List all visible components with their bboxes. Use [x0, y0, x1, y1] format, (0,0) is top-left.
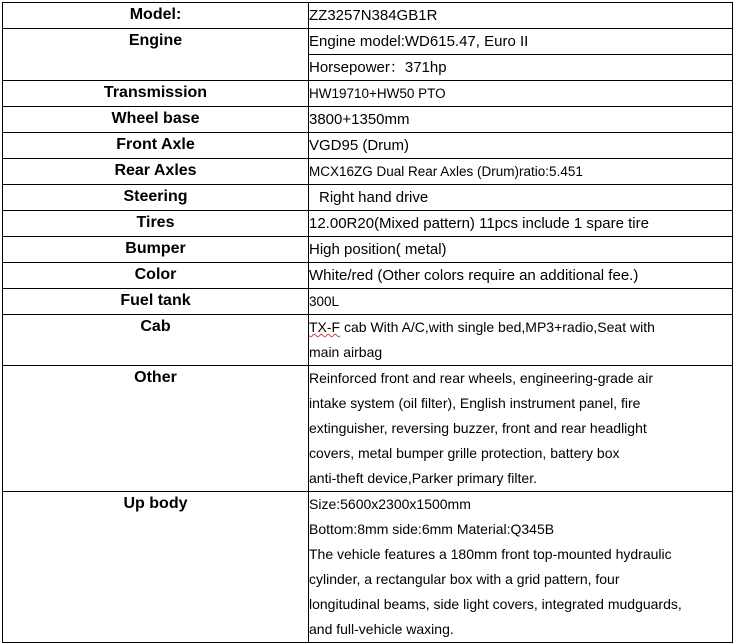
- value-color: White/red (Other colors require an additional fee.): [309, 267, 639, 284]
- value-transmission: HW19710+HW50 PTO: [309, 86, 446, 101]
- row-wheel-base: [3, 107, 733, 133]
- label-color: Color: [3, 263, 309, 289]
- row-rear-axles: [3, 159, 733, 185]
- label-other: Other: [3, 366, 309, 492]
- label-model: Model:: [3, 3, 309, 29]
- value-other-line: anti-theft device,Parker primary filter.: [309, 470, 537, 486]
- row-transmission: [3, 81, 733, 107]
- label-transmission: Transmission: [3, 81, 309, 107]
- row-engine: [3, 29, 733, 55]
- value-engine-model: Engine model:WD615.47, Euro II: [309, 33, 529, 50]
- value-other-line: Reinforced front and rear wheels, engineering-grade air: [309, 370, 653, 386]
- value-steering: Right hand drive: [319, 189, 429, 206]
- label-tires: Tires: [3, 211, 309, 237]
- value-up-body-line: longitudinal beams, side light covers, integrated mudguards,: [309, 596, 682, 612]
- value-other-line: intake system (oil filter), English instrument panel, fire: [309, 395, 641, 411]
- value-cab-line2: main airbag: [309, 344, 383, 360]
- value-up-body-line: The vehicle features a 180mm front top-mounted hydraulic: [309, 546, 672, 562]
- value-bumper: High position( metal): [309, 241, 447, 258]
- value-up-body-line: cylinder, a rectangular box with a grid pattern, four: [309, 571, 620, 587]
- label-up-body: Up body: [3, 492, 309, 643]
- row-fuel-tank: [3, 289, 733, 315]
- label-cab: Cab: [3, 315, 309, 366]
- cab-line1-rest: cab With A/C,with single bed,MP3+radio,Seat with: [340, 319, 655, 335]
- spec-table: [2, 2, 733, 643]
- value-other-line: extinguisher, reversing buzzer, front and rear headlight: [309, 420, 647, 436]
- row-steering: [3, 185, 733, 211]
- label-fuel-tank: Fuel tank: [3, 289, 309, 315]
- label-steering: Steering: [3, 185, 309, 211]
- value-up-body-line: Bottom:8mm side:6mm Material:Q345B: [309, 521, 555, 537]
- label-rear-axles: Rear Axles: [3, 159, 309, 185]
- row-other: [3, 366, 733, 492]
- value-horsepower: Horsepower：371hp: [309, 59, 447, 76]
- value-cab-line1: [309, 315, 732, 340]
- value-wheel-base: 3800+1350mm: [309, 111, 410, 128]
- value-front-axle: VGD95 (Drum): [309, 137, 410, 154]
- row-bumper: [3, 237, 733, 263]
- row-up-body: [3, 492, 733, 643]
- label-wheel-base: Wheel base: [3, 107, 309, 133]
- value-up-body-line: Size:5600x2300x1500mm: [309, 496, 471, 512]
- value-rear-axles: MCX16ZG Dual Rear Axles (Drum)ratio:5.451: [309, 164, 583, 179]
- value-tires: 12.00R20(Mixed pattern) 11pcs include 1 spare tire: [309, 215, 649, 232]
- value-model: ZZ3257N384GB1R: [309, 7, 438, 24]
- value-fuel-tank: 300L: [309, 294, 340, 309]
- row-front-axle: [3, 133, 733, 159]
- cab-model-text: TX-F: [309, 319, 341, 335]
- row-color: [3, 263, 733, 289]
- row-model: [3, 3, 733, 29]
- label-bumper: Bumper: [3, 237, 309, 263]
- label-front-axle: Front Axle: [3, 133, 309, 159]
- value-other-line: covers, metal bumper grille protection, battery box: [309, 445, 620, 461]
- value-up-body-line: and full-vehicle waxing.: [309, 621, 454, 637]
- row-tires: [3, 211, 733, 237]
- row-cab: [3, 315, 733, 366]
- label-engine: Engine: [3, 29, 309, 81]
